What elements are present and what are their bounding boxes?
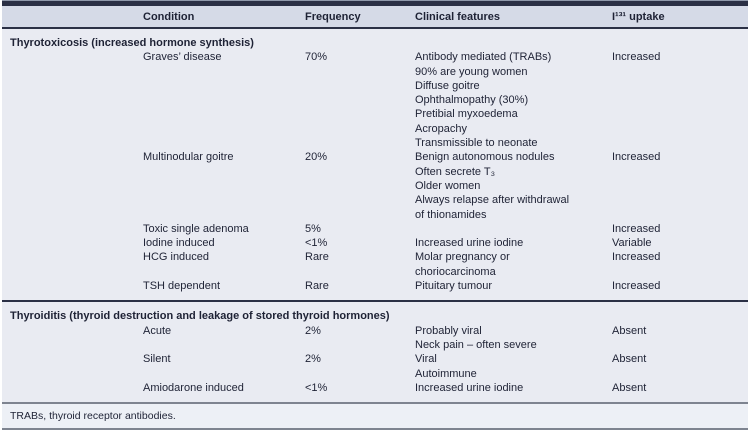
feature-line: 90% are young women xyxy=(415,65,528,78)
table-row xyxy=(143,279,748,293)
table-row xyxy=(143,381,748,395)
table-row xyxy=(143,352,748,381)
cell-frequency: Rare xyxy=(305,280,329,293)
cell-clinical-features xyxy=(415,150,612,221)
feature-line: Acropachy xyxy=(415,122,467,135)
table-footnote xyxy=(2,402,748,430)
section-rows xyxy=(2,50,748,293)
cell-clinical-features xyxy=(415,352,612,381)
cell-uptake: Increased xyxy=(612,51,661,64)
cell-frequency: <1% xyxy=(305,381,328,394)
table-body xyxy=(2,29,748,402)
feature-line: Pituitary tumour xyxy=(415,280,493,293)
column-header-clinical-features: Clinical features xyxy=(415,10,500,23)
feature-line: Always relapse after withdrawal xyxy=(415,194,570,207)
column-header-condition: Condition xyxy=(143,10,195,23)
feature-line: Increased urine iodine xyxy=(415,237,524,250)
cell-frequency: 5% xyxy=(305,222,321,235)
feature-line: Increased urine iodine xyxy=(415,381,524,394)
cell-uptake: Increased xyxy=(612,251,661,264)
feature-line: choriocarcinoma xyxy=(415,265,496,278)
cell-uptake: Increased xyxy=(612,151,661,164)
table-row xyxy=(143,50,748,150)
table-row xyxy=(143,324,748,353)
cell-condition: Amiodarone induced xyxy=(143,381,244,394)
cell-clinical-features xyxy=(415,381,612,395)
feature-line: Diffuse goitre xyxy=(415,79,480,92)
feature-line: Probably viral xyxy=(415,324,482,337)
section-header: Thyrotoxicosis (increased hormone synthesis) xyxy=(10,37,254,49)
cell-condition: HCG induced xyxy=(143,251,210,264)
cell-uptake: Absent xyxy=(612,381,647,394)
cell-condition: Graves’ disease xyxy=(143,51,222,64)
cell-frequency: 2% xyxy=(305,324,321,337)
cell-clinical-features xyxy=(415,50,612,150)
cell-condition: TSH dependent xyxy=(143,280,221,293)
table-row xyxy=(143,222,748,236)
feature-line: of thionamides xyxy=(415,208,487,221)
footnote-text: TRABs, thyroid receptor antibodies. xyxy=(10,410,176,423)
cell-frequency: 70% xyxy=(305,51,328,64)
feature-line: Viral xyxy=(415,353,437,366)
cell-condition: Toxic single adenoma xyxy=(143,222,249,235)
cell-uptake: Increased xyxy=(612,222,661,235)
cell-uptake: Absent xyxy=(612,324,647,337)
cell-uptake: Variable xyxy=(612,237,652,250)
cell-uptake: Increased xyxy=(612,280,661,293)
cell-clinical-features xyxy=(415,250,612,279)
cell-frequency: Rare xyxy=(305,251,329,264)
table-row xyxy=(143,236,748,250)
table-section-0 xyxy=(2,29,748,300)
feature-line: Antibody mediated (TRABs) xyxy=(415,51,552,64)
feature-line: Autoimmune xyxy=(415,367,477,380)
cell-condition: Multinodular goitre xyxy=(143,151,234,164)
cell-clinical-features xyxy=(415,236,612,250)
cell-clinical-features xyxy=(415,279,612,293)
table-row xyxy=(143,250,748,279)
cell-frequency: <1% xyxy=(305,237,328,250)
section-rows xyxy=(2,324,748,395)
feature-line: Often secrete T₃ xyxy=(415,165,496,178)
feature-line: Benign autonomous nodules xyxy=(415,151,555,164)
table-section-1 xyxy=(2,300,748,402)
feature-line: Older women xyxy=(415,179,481,192)
feature-line: Ophthalmopathy (30%) xyxy=(415,94,529,107)
cell-condition: Iodine induced xyxy=(143,237,215,250)
column-header-frequency: Frequency xyxy=(305,10,361,23)
cell-frequency: 20% xyxy=(305,151,328,164)
feature-line: Molar pregnancy or xyxy=(415,251,510,264)
cell-uptake: Absent xyxy=(612,353,647,366)
table-row xyxy=(143,150,748,221)
feature-line: Pretibial myxoedema xyxy=(415,108,518,121)
cell-condition: Acute xyxy=(143,324,172,337)
thyrotoxicosis-thyroiditis-table xyxy=(2,0,748,430)
feature-line: Transmissible to neonate xyxy=(415,137,538,150)
cell-frequency: 2% xyxy=(305,353,321,366)
cell-condition: Silent xyxy=(143,353,171,366)
column-header-row xyxy=(2,6,748,29)
feature-line: Neck pain – often severe xyxy=(415,338,537,351)
section-header: Thyroiditis (thyroid destruction and leakage of stored thyroid hormones) xyxy=(10,310,390,323)
cell-clinical-features xyxy=(415,324,612,353)
column-header-i131-uptake: I¹³¹ uptake xyxy=(612,10,665,23)
